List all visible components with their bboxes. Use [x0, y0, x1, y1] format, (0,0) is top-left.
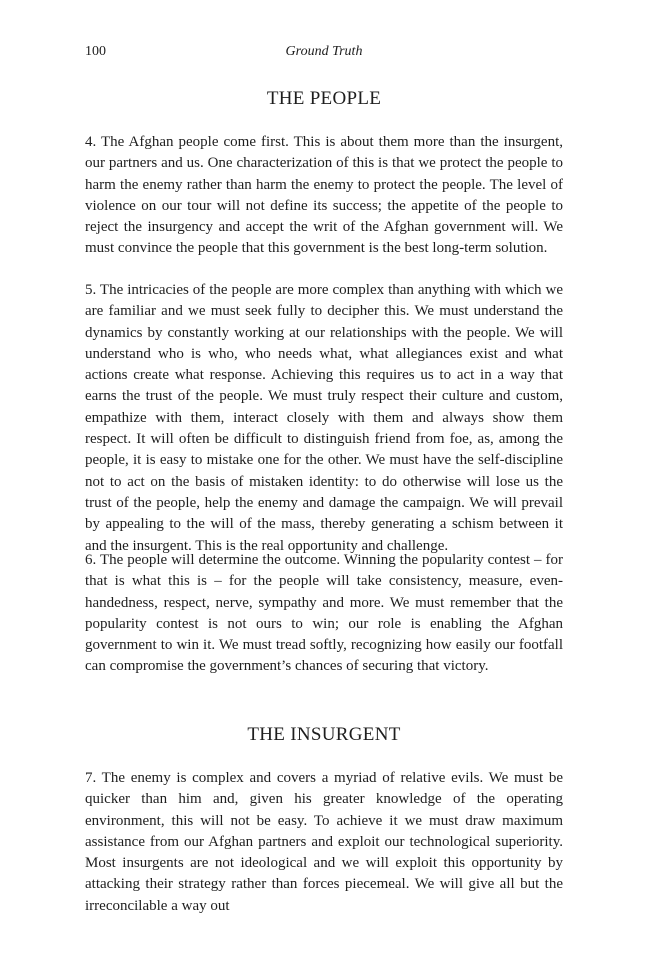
section-heading-the-people: THE PEOPLE: [266, 88, 382, 109]
section-heading-the-insurgent: THE INSURGENT: [247, 724, 401, 745]
paragraph-5: 5. The intricacies of the people are more complex than anything with which we are familiar and we must seek fully to decipher this. We must understand the dynamics by constantly working at our relationships with the people. We will understand who is who, who needs what, what allegiances exist and what actions create what response. Achieving this requires us to act in a way that earns the trust of the people. We must truly respect their culture and custom, empathize with them, interact closely with them and always show them respect. It will often be difficult to distinguish friend from foe, as, among the people, it is easy to mistake one for the other. We must have the self-discipline not to act on the basis of mistaken identity: to do otherwise will lose us the trust of the people, help the enemy and damage the campaign. We will prevail by appealing to the will of the mass, thereby generating a schism between it and the insurgent. This is the real opportunity and challenge.: [85, 282, 563, 554]
paragraph-6: 6. The people will determine the outcome. Winning the popularity contest – for that is what this is – for the people will take consistency, measure, even-handedness, respect, nerve, sympathy and more. We must remember that the popularity contest is not ours to win; our role is enabling the Afghan government to win it. We must tread softly, recognizing how easily our footfall can compromise the government’s chances of securing that victory.: [85, 552, 563, 675]
paragraph-4: 4. The Afghan people come first. This is about them more than the insurgent, our partners and us. One characterization of this is that we protect the people to harm the enemy rather than harm the enemy to protect the people. The level of violence on our tour will not define its success; the appetite of the people to reject the insurgency and accept the writ of the Afghan government will. We must convince the people that this government is the best long-term solution.: [85, 134, 563, 257]
page-number: 100: [85, 44, 106, 59]
running-head: [85, 44, 563, 64]
running-title: Ground Truth: [285, 44, 363, 59]
paragraph-7: 7. The enemy is complex and covers a myriad of relative evils. We must be quicker than him and, given his greater knowledge of the operating environment, this will not be easy. To achieve it we must draw maximum assistance from our Afghan partners and exploit our technological superiority. Most insurgents are not ideological and we will exploit this opportunity by attacking their strategy rather than forces piecemeal. We will give all but the irreconcilable a way out: [85, 770, 563, 914]
